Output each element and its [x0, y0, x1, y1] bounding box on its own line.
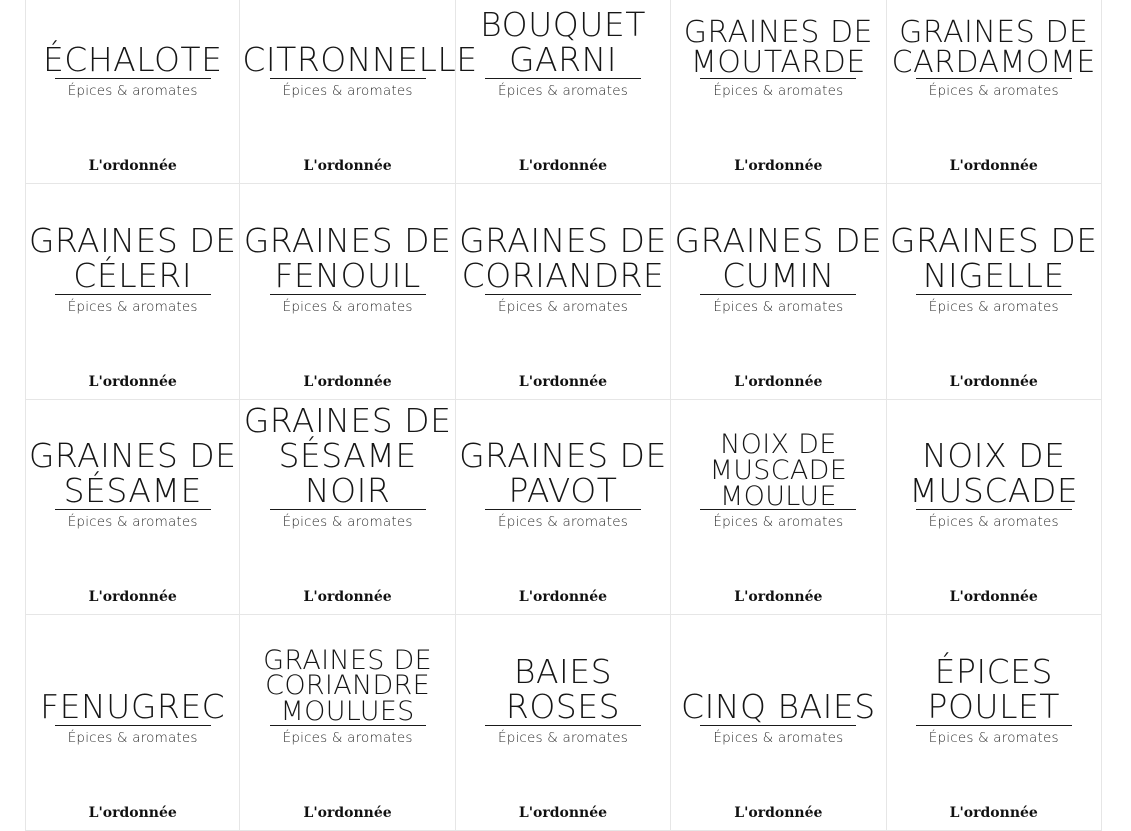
label-card [240, 615, 455, 830]
label-card [887, 615, 1102, 830]
label-card [887, 0, 1102, 184]
label-card [671, 400, 886, 615]
title-underline [485, 78, 641, 79]
label-card [240, 0, 478, 184]
brand-name: L'ordonnée [518, 158, 608, 175]
title-underline [485, 509, 641, 510]
label-category: Épices & aromates [497, 729, 628, 746]
label-card [456, 0, 671, 184]
brand-name: L'ordonnée [88, 373, 177, 390]
label-title: ÉPICES POULET [927, 651, 1060, 726]
label-category: Épices & aromates [497, 83, 628, 100]
label-title: BOUQUET GARNI [480, 5, 646, 80]
label-title: NOIX DE MUSCADE [909, 436, 1079, 511]
label-card [240, 400, 455, 615]
brand-name: L'ordonnée [734, 589, 823, 606]
title-underline [270, 78, 426, 79]
brand-name: L'ordonnée [734, 158, 823, 175]
title-underline [700, 725, 856, 726]
label-card [25, 615, 240, 830]
label-grid [25, 0, 1102, 831]
brand-name: L'ordonnée [949, 373, 1038, 390]
label-title: GRAINES DE CORIANDRE MOULUES [263, 644, 433, 727]
label-category: Épices & aromates [67, 514, 198, 531]
brand-name: L'ordonnée [303, 589, 392, 606]
title-underline [700, 509, 856, 510]
brand-name: L'ordonnée [303, 373, 392, 390]
title-underline [55, 509, 211, 510]
title-underline [485, 294, 641, 295]
label-title: GRAINES DE CÉLERI [28, 220, 237, 295]
brand-name: L'ordonnée [88, 158, 177, 175]
label-category: Épices & aromates [928, 729, 1059, 746]
label-card [671, 184, 886, 399]
label-category: Épices & aromates [713, 83, 844, 100]
title-underline [916, 509, 1072, 510]
label-card [456, 184, 671, 399]
label-title: GRAINES DE MOUTARDE [683, 15, 873, 81]
label-title: BAIES ROSES [505, 651, 621, 726]
title-underline [700, 78, 856, 79]
label-category: Épices & aromates [67, 729, 198, 746]
label-title: GRAINES DE SÉSAME NOIR [243, 401, 452, 511]
brand-name: L'ordonnée [303, 804, 392, 821]
label-category: Épices & aromates [928, 298, 1059, 315]
label-title: GRAINES DE CUMIN [674, 220, 883, 295]
brand-name: L'ordonnée [949, 589, 1038, 606]
label-card [25, 0, 240, 184]
title-underline [55, 294, 211, 295]
label-title: GRAINES DE CORIANDRE [459, 220, 667, 295]
title-underline [485, 725, 641, 726]
brand-name: L'ordonnée [303, 158, 392, 175]
brand-name: L'ordonnée [949, 158, 1038, 175]
label-title: GRAINES DE FENOUIL [243, 220, 452, 295]
title-underline [700, 294, 856, 295]
title-underline [916, 725, 1072, 726]
label-category: Épices & aromates [282, 729, 413, 746]
brand-name: L'ordonnée [734, 373, 823, 390]
label-title: GRAINES DE NIGELLE [889, 220, 1098, 295]
label-category: Épices & aromates [928, 83, 1059, 100]
label-category: Épices & aromates [497, 514, 628, 531]
brand-name: L'ordonnée [949, 804, 1038, 821]
brand-name: L'ordonnée [518, 804, 608, 821]
brand-name: L'ordonnée [88, 804, 177, 821]
title-underline [270, 509, 426, 510]
label-category: Épices & aromates [497, 298, 628, 315]
label-card [887, 184, 1102, 399]
title-underline [270, 725, 426, 726]
label-card [887, 400, 1102, 615]
title-underline [55, 725, 211, 726]
label-card [671, 615, 886, 830]
label-title: GRAINES DE SÉSAME [28, 436, 237, 511]
brand-name: L'ordonnée [88, 589, 177, 606]
brand-name: L'ordonnée [734, 804, 823, 821]
label-category: Épices & aromates [67, 298, 198, 315]
label-category: Épices & aromates [713, 729, 844, 746]
brand-name: L'ordonnée [518, 373, 608, 390]
label-title: GRAINES DE PAVOT [459, 436, 667, 511]
title-underline [916, 78, 1072, 79]
title-underline [916, 294, 1072, 295]
title-underline [270, 294, 426, 295]
label-card [456, 400, 671, 615]
label-title: CINQ BAIES [681, 686, 876, 726]
label-category: Épices & aromates [282, 514, 413, 531]
label-category: Épices & aromates [67, 83, 198, 100]
brand-name: L'ordonnée [518, 589, 608, 606]
label-title: GRAINES DE CARDAMOME [891, 15, 1096, 81]
label-title: FENUGREC [40, 686, 226, 726]
label-title: NOIX DE MUSCADE MOULUE [709, 429, 848, 512]
label-card [240, 184, 455, 399]
label-category: Épices & aromates [928, 514, 1059, 531]
label-category: Épices & aromates [282, 83, 413, 100]
label-category: Épices & aromates [713, 514, 844, 531]
label-card [671, 0, 886, 184]
label-title: ÉCHALOTE [42, 40, 223, 80]
label-card [25, 184, 240, 399]
label-title: CITRONNELLE [242, 40, 478, 80]
label-category: Épices & aromates [282, 298, 413, 315]
label-category: Épices & aromates [713, 298, 844, 315]
label-card [25, 400, 240, 615]
title-underline [55, 78, 211, 79]
label-card [456, 615, 671, 830]
